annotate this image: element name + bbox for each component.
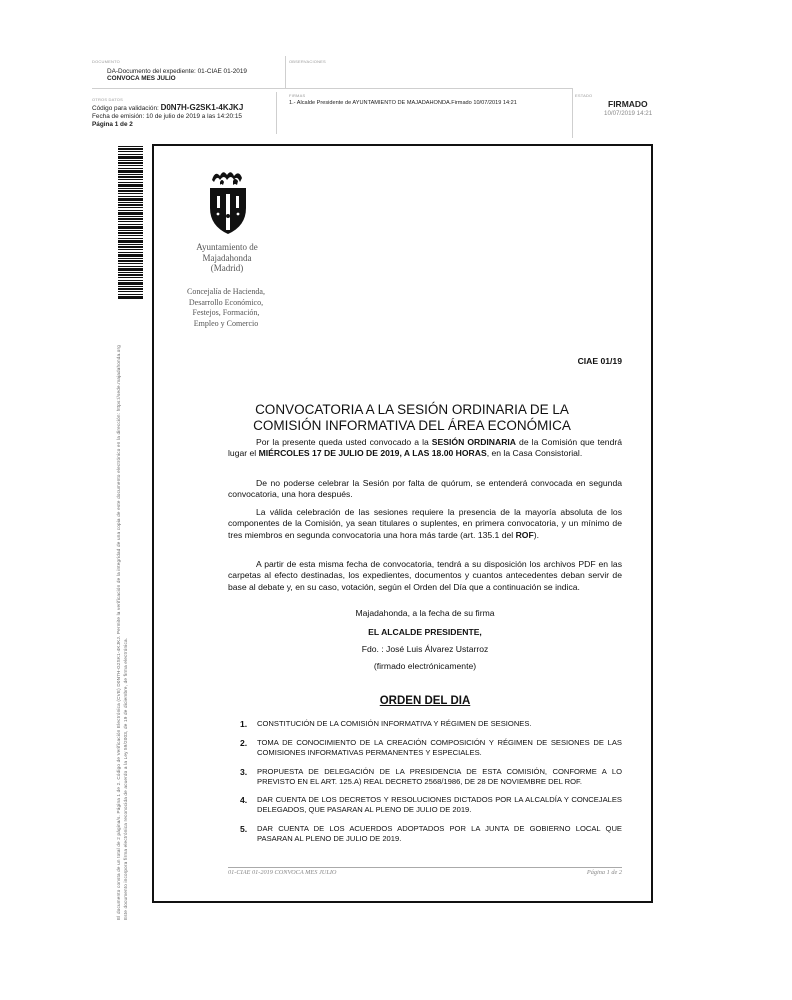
documento-line2: CONVOCA MES JULIO xyxy=(107,75,176,82)
document-title: CONVOCATORIA A LA SESIÓN ORDINARIA DE LA COMISIÓN INFORMATIVA DEL ÁREA ECONÓMICA xyxy=(253,402,571,433)
estado-label: ESTADO xyxy=(575,93,593,98)
crest-icon xyxy=(206,166,252,240)
observaciones-label: OBSERVACIONES xyxy=(289,59,326,64)
signer-note: (firmado electrónicamente) xyxy=(373,661,477,671)
orden-item-number: 5. xyxy=(240,824,248,834)
orden-item-number: 2. xyxy=(240,738,248,748)
signer-title: EL ALCALDE PRESIDENTE, xyxy=(368,627,482,637)
otros-datos-label: OTROS DATOS xyxy=(92,97,123,102)
firma-line: 1.- Alcalde Presidente de AYUNTAMIENTO DE MAJADAHONDA.Firmado 10/07/2019 14:21 xyxy=(289,100,517,106)
documento-label: DOCUMENTO xyxy=(92,59,120,64)
codigo-validacion: Código para validación: D0N7H-G2SK1-4KJKJ xyxy=(92,103,244,112)
paragraph-validez: La válida celebración de las sesiones requiere la presencia de la mayoría absoluta de los componentes de la Comisión, ya sean titulares o suplentes, en primera convocatoria, y un mínimo de tres miembros en segunda convocatoria una hora más tarde (art. 135.1 del ROF). xyxy=(228,507,622,540)
documento-line1: DA-Documento del expediente: 01-CIAE 01-2019 xyxy=(107,68,247,75)
codigo-value: D0N7H-G2SK1-4KJKJ xyxy=(160,103,244,112)
orden-item-number: 4. xyxy=(240,795,248,805)
orden-item: DAR CUENTA DE LOS DECRETOS Y RESOLUCIONES DICTADOS POR LA ALCALDÍA Y CONCEJALES DELEGADOS, QUE PASARAN AL PLENO DE JULIO DE 2019. xyxy=(257,795,622,815)
estado-firmado: FIRMADO xyxy=(608,99,648,109)
org-name: Ayuntamiento de Majadahonda (Madrid) xyxy=(196,242,258,274)
paragraph-documentacion: A partir de esta misma fecha de convocatoria, tendrá a su disposición los archivos PDF en las carpetas al efecto destinadas, los expedientes, documentos y cuantos antecedentes deban servir de base al debate y, en su caso, votación, según el Orden del Día que a continuación se indica. xyxy=(228,559,622,592)
footer-document-id: 01-CIAE 01-2019 CONVOCA MES JULIO xyxy=(228,869,337,876)
orden-del-dia-title: ORDEN DEL DIA xyxy=(379,695,471,707)
orden-item: PROPUESTA DE DELEGACIÓN DE LA PRESIDENCIA DE ESTA COMISIÓN, CONFORME A LO PREVISTO EN EL ART. 125.A) REAL DECRETO 2568/1986, DE 28 DE NOVIEMBRE DEL ROF. xyxy=(257,767,622,787)
paragraph-convocatoria: Por la presente queda usted convocado a la SESIÓN ORDINARIA de la Comisión que tendrá lugar el MIÉRCOLES 17 DE JULIO DE 2019, A LAS 18.00 HORAS, en la Casa Consistorial. xyxy=(228,437,622,459)
side-signature-text: Este documento incorpora firma electrónica reconocida de acuerdo a la Ley 59/2003, de 19 de diciembre, de firma electrónica. xyxy=(123,637,128,920)
footer-divider xyxy=(228,867,622,868)
side-verification-text: El documento consta de un total de 2 página/s. Página 1 de 2. Código de Verificación Electrónica (CVE) D0N7H-G2SK1-4KJKJ. Permite la verificación de la integridad de una copia de este documento electrónico en la dirección: https://sede.majadahonda.org xyxy=(116,345,121,920)
orden-item-number: 1. xyxy=(240,719,248,729)
orden-item: CONSTITUCIÓN DE LA COMISIÓN INFORMATIVA Y RÉGIMEN DE SESIONES. xyxy=(257,719,532,728)
pagina-header: Página 1 de 2 xyxy=(92,121,133,128)
org-department: Concejalía de Hacienda, Desarrollo Económico, Festejos, Formación, Empleo y Comercio xyxy=(187,287,265,328)
orden-item: TOMA DE CONOCIMIENTO DE LA CREACIÓN COMPOSICIÓN Y RÉGIMEN DE SESIONES DE LAS COMISIONES INFORMATIVAS PERMANENTES Y ESPECIALES. xyxy=(257,738,622,758)
orden-item-number: 3. xyxy=(240,767,248,777)
paragraph-quorum: De no poderse celebrar la Sesión por falta de quórum, se entenderá convocada en segunda convocatoria, una hora después. xyxy=(228,478,622,500)
firmas-label: FIRMAS xyxy=(289,93,306,98)
signer-name: Fdo. : José Luis Álvarez Ustarroz xyxy=(361,644,489,654)
footer-page-number: Página 1 de 2 xyxy=(586,869,622,876)
fecha-emision: Fecha de emisión: 10 de julio de 2019 a las 14:20:15 xyxy=(92,113,242,120)
document-reference: CIAE 01/19 xyxy=(577,356,622,366)
orden-item: DAR CUENTA DE LOS ACUERDOS ADOPTADOS POR LA JUNTA DE GOBIERNO LOCAL QUE PASARAN AL PLENO DE JULIO DE 2019. xyxy=(257,824,622,844)
estado-fecha: 10/07/2019 14:21 xyxy=(604,110,653,117)
barcode xyxy=(118,146,143,299)
place-date: Majadahonda, a la fecha de su firma xyxy=(355,608,495,618)
